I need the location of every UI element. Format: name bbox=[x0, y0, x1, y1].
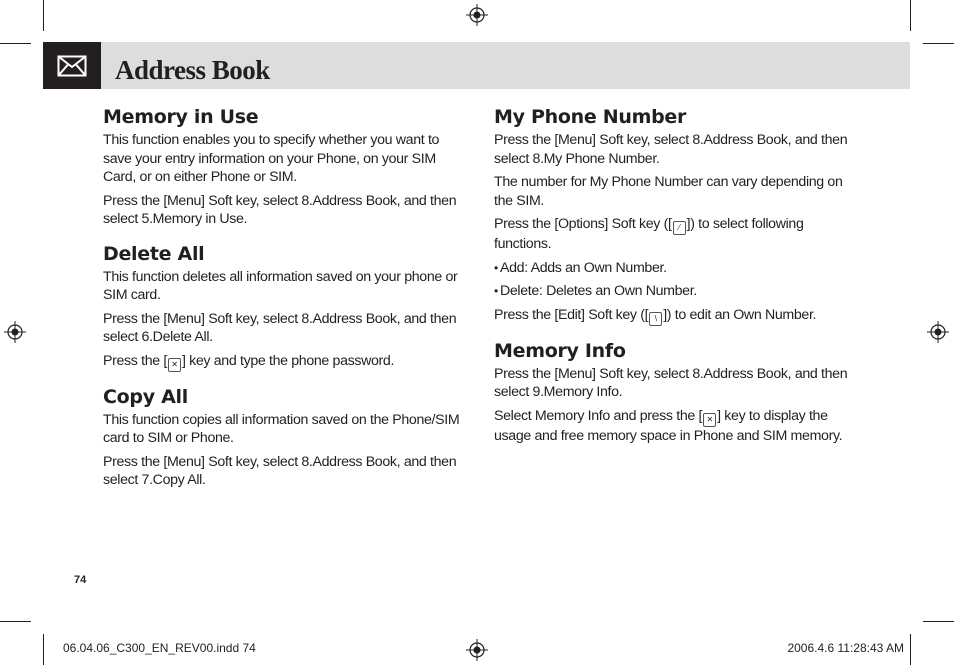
list-item: • Delete: Deletes an Own Number. bbox=[494, 282, 854, 301]
crop-mark bbox=[0, 43, 31, 44]
page-title: Address Book bbox=[115, 55, 270, 85]
paragraph: Press the [Menu] Soft key, select 8.Address Book, and then select 7.Copy All. bbox=[103, 453, 457, 488]
section-heading: Delete All bbox=[103, 242, 205, 265]
paragraph: The number for My Phone Number can vary depending on the SIM. bbox=[494, 174, 843, 209]
section-heading: Copy All bbox=[103, 385, 188, 408]
section-memory-info bbox=[494, 339, 854, 446]
crop-mark bbox=[910, 0, 911, 31]
text-fragment: ]) to edit an Own Number. bbox=[663, 306, 817, 323]
text-fragment: ]) to select following functions. bbox=[494, 216, 804, 252]
paragraph bbox=[103, 352, 463, 372]
paragraph: This function enables you to specify whether you want to save your entry information on your Phone, on your SIM Card, or on either Phone or SIM. bbox=[103, 132, 440, 185]
paragraph: This function copies all information saved on the Phone/SIM card to SIM or Phone. bbox=[103, 411, 460, 446]
section-memory-in-use bbox=[103, 105, 463, 229]
paragraph: Press the [Menu] Soft key, select 8.Address Book, and then select 5.Memory in Use. bbox=[103, 192, 457, 227]
text-fragment: ] key to display the usage and free memory space in Phone and SIM memory. bbox=[494, 407, 843, 444]
crop-mark bbox=[923, 43, 954, 44]
crop-mark bbox=[43, 0, 44, 31]
paragraph: Press the [Menu] Soft key, select 8.Address Book, and then select 6.Delete All. bbox=[103, 310, 457, 345]
section-heading: Memory in Use bbox=[103, 106, 259, 128]
text-fragment: Press the [Edit] Soft key ([ bbox=[494, 306, 649, 323]
section-heading: Memory Info bbox=[494, 339, 626, 362]
bullet-list bbox=[494, 259, 854, 301]
footer-timestamp: 2006.4.6 11:28:43 AM bbox=[787, 641, 904, 655]
text-fragment: Press the [Options] Soft key ([ bbox=[494, 216, 672, 232]
paragraph: Press the [Menu] Soft key, select 8.Address Book, and then select 9.Memory Info. bbox=[494, 365, 848, 400]
crop-mark bbox=[43, 634, 44, 665]
left-column bbox=[103, 105, 463, 495]
list-item: • Add: Adds an Own Number. bbox=[494, 259, 854, 278]
text-fragment: Select Memory Info and press the [ bbox=[494, 407, 703, 424]
registration-mark-icon bbox=[927, 321, 949, 343]
right-column bbox=[494, 105, 854, 450]
right-soft-key-icon: \ bbox=[649, 312, 662, 326]
page-number: 74 bbox=[74, 574, 87, 586]
envelope-icon bbox=[57, 55, 87, 77]
registration-mark-icon bbox=[4, 321, 26, 343]
registration-mark-icon bbox=[466, 4, 488, 26]
left-soft-key-icon: ⁄ bbox=[673, 221, 686, 235]
crop-mark bbox=[0, 621, 31, 622]
text-fragment: Press the [ bbox=[103, 352, 167, 369]
section-my-phone-number bbox=[494, 105, 854, 326]
section-copy-all bbox=[103, 385, 463, 490]
section-heading: My Phone Number bbox=[494, 106, 687, 128]
paragraph bbox=[494, 306, 854, 326]
crop-mark bbox=[923, 621, 954, 622]
paragraph: This function deletes all information saved on your phone or SIM card. bbox=[103, 268, 458, 303]
ok-key-icon: ✕ bbox=[703, 413, 716, 427]
ok-key-icon: ✕ bbox=[168, 358, 181, 372]
footer-file: 06.04.06_C300_EN_REV00.indd 74 bbox=[63, 641, 256, 655]
paragraph: Press the [Menu] Soft key, select 8.Address Book, and then select 8.My Phone Number. bbox=[494, 132, 848, 167]
registration-mark-icon bbox=[466, 639, 488, 661]
crop-mark bbox=[910, 634, 911, 665]
text-fragment: ] key and type the phone password. bbox=[181, 352, 395, 369]
section-delete-all bbox=[103, 242, 463, 372]
paragraph bbox=[494, 215, 854, 254]
header-icon-box bbox=[43, 42, 101, 89]
paragraph bbox=[494, 407, 854, 446]
